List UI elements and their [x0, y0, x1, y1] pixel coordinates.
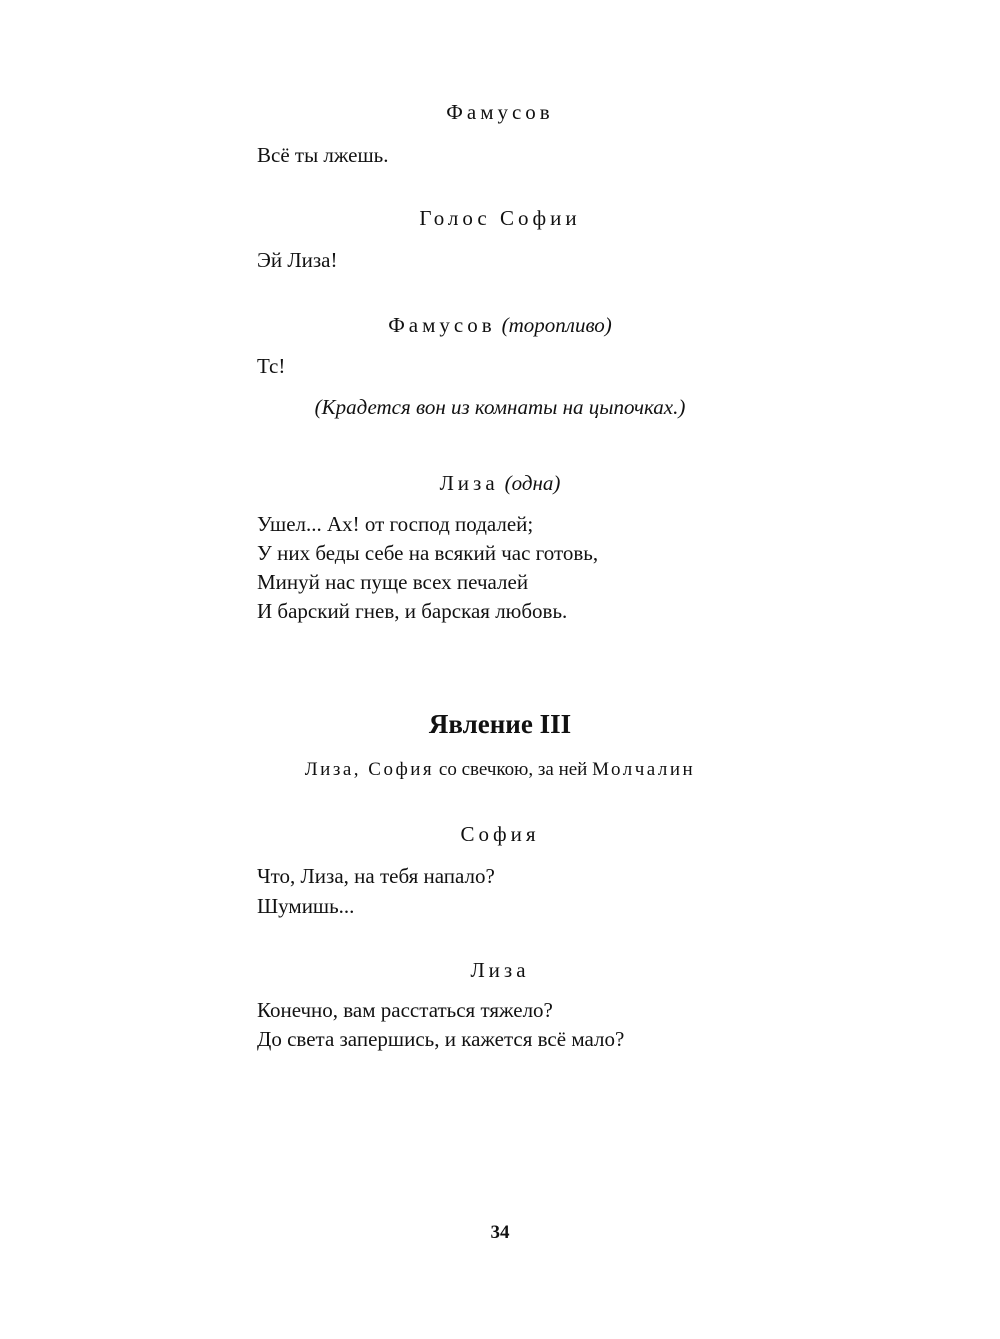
text-line: Конечно, вам расстаться тяжело?	[257, 998, 553, 1022]
verse-line: Ушел... Ах! от господ подалей;	[257, 512, 534, 536]
text-line: Всё ты лжешь.	[257, 143, 389, 167]
text-line: Шумишь...	[257, 894, 355, 918]
stage-direction: (Крадется вон из комнаты на цыпочках.)	[314, 395, 686, 419]
speaker-famusov-2: Фамусов (торопливо)	[388, 313, 612, 337]
text-line: Что, Лиза, на тебя напало?	[257, 864, 495, 888]
speaker-famusov-1: Фамусов	[446, 100, 554, 124]
verse-line: И барский гнев, и барская любовь.	[257, 599, 568, 623]
stage-note: (одна)	[504, 471, 561, 495]
verse-line: Минуй нас пуще всех печалей	[257, 570, 529, 594]
scene-title: Явление III	[428, 709, 572, 739]
stage-note: (торопливо)	[501, 313, 612, 337]
speaker-liza-2: Лиза	[470, 958, 530, 982]
scene-cast: Лиза, София со свечкою, за ней Молчалин	[304, 759, 696, 780]
verse-line: У них беды себе на всякий час готовь,	[257, 541, 599, 565]
text-line: До света запершись, и кажется всё мало?	[257, 1027, 625, 1051]
speaker-liza-1: Лиза (одна)	[439, 471, 561, 495]
speaker-golos-sofii: Голос Софии	[419, 206, 581, 230]
page-number: 34	[490, 1222, 510, 1243]
speaker-sofia: София	[460, 822, 540, 846]
text-line: Тс!	[257, 354, 286, 378]
text-line: Эй Лиза!	[257, 248, 338, 272]
